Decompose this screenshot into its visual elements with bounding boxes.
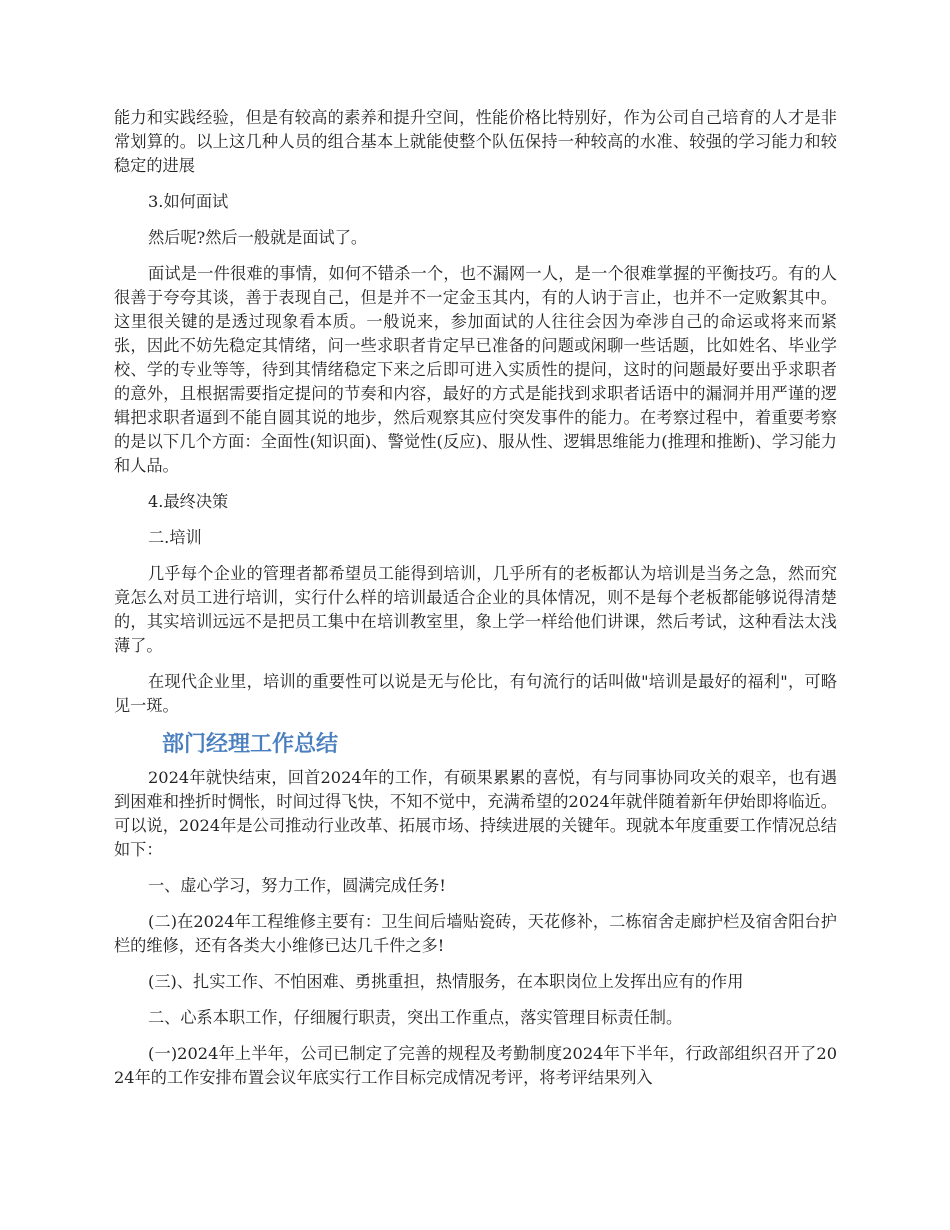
point-solid-work: (三)、扎实工作、不怕困难、勇挑重担，热情服务，在本职岗位上发挥出应有的作用 [148,972,744,991]
section-training: 二.培训 [148,528,202,547]
document-page [114,106,837,1102]
section-final-decision: 4.最终决策 [148,492,229,511]
paragraph-regulations: (一)2024年上半年，公司已制定了完善的规程及考勤制度2024年下半年，行政部组织召开了2024年的工作安排布置会议年底实行工作目标完成情况考评，将考评结果列入 [114,1044,837,1087]
section-how-to-interview: 3.如何面试 [148,192,229,211]
paragraph-interview-details: 面试是一件很难的事情，如何不错杀一个，也不漏网一人，是一个很难掌握的平衡技巧。有的人很善于夸夸其谈，善于表现自己，但是并不一定金玉其内，有的人讷于言止，也并不一定败絮其中。这里很关键的是透过现象看本质。一般说来，参加面试的人往往会因为牵涉自己的命运或将来而紧张，因此不妨先稳定其情绪，问一些求职者肯定早已准备的问题或闲聊一些话题，比如姓名、毕业学校、学的专业等等，待到其情绪稳定下来之后即可进入实质性的提问，这时的问题最好要出乎求职者的意外，且根据需要指定提问的节奏和内容，最好的方式是能找到求职者话语中的漏洞并用严谨的逻辑把求职者逼到不能自圆其说的地步，然后观察其应付突发事件的能力。在考察过程中，着重要考察的是以下几个方面：全面性(知识面)、警觉性(反应)、服从性、逻辑思维能力(推理和推断)、学习能力和人品。 [114,264,837,475]
paragraph-then-interview: 然后呢?然后一般就是面试了。 [148,228,368,247]
point-duties: 二、心系本职工作，仔细履行职责，突出工作重点，落实管理目标责任制。 [148,1008,683,1027]
paragraph-talent-mix: 能力和实践经验，但是有较高的素养和提升空间，性能价格比特别好，作为公司自己培育的人才是非常划算的。以上这几种人员的组合基本上就能使整个队伍保持一种较高的水准、较强的学习能力和较稳定的进展 [114,108,837,175]
document-heading: 部门经理工作总结 [162,732,339,757]
paragraph-year-summary: 2024年就快结束，回首2024年的工作，有硕果累累的喜悦，有与同事协同攻关的艰辛，也有遇到困难和挫折时惆怅，时间过得飞快，不知不觉中，充满希望的2024年就伴随着新年伊始即将临近。可以说，2024年是公司推动行业改革、拓展市场、持续进展的关键年。现就本年度重要工作情况总结如下： [114,768,837,859]
point-learning: 一、虚心学习，努力工作，圆满完成任务! [148,876,446,895]
paragraph-training-needs: 几乎每个企业的管理者都希望员工能得到培训，几乎所有的老板都认为培训是当务之急，然而究竟怎么对员工进行培训，实行什么样的培训最适合企业的具体情况，则不是每个老板都能够说得清楚的，其实培训远远不是把员工集中在培训教室里，象上学一样给他们讲课，然后考试，这种看法太浅薄了。 [114,564,837,655]
point-maintenance: (二)在2024年工程维修主要有：卫生间后墙贴瓷砖，天花修补，二栋宿舍走廊护栏及宿舍阳台护栏的维修，还有各类大小维修已达几千件之多! [114,912,837,955]
paragraph-training-importance: 在现代企业里，培训的重要性可以说是无与伦比，有句流行的话叫做"培训是最好的福利"，可略见一斑。 [114,672,837,715]
